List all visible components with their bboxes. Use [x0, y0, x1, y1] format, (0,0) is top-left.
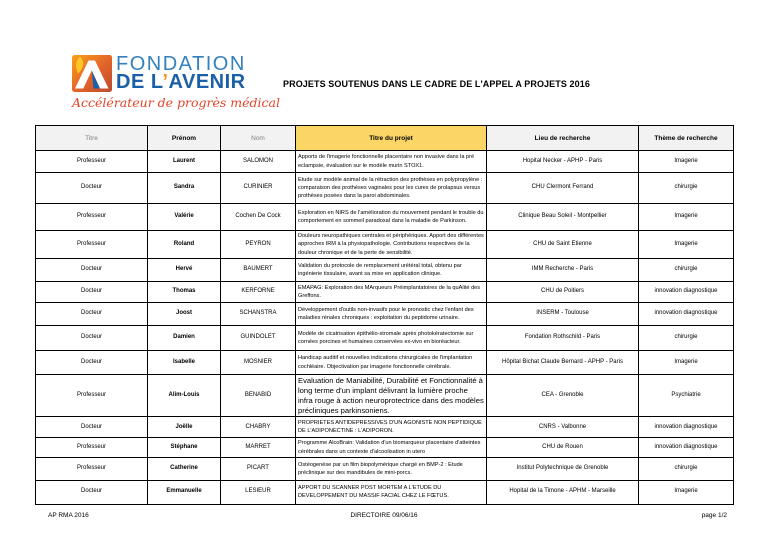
cell-nom: MOSNIER [221, 351, 296, 375]
cell-theme-de-recherche: Psychiatrie [639, 375, 734, 417]
cell-theme-de-recherche: chirurgie [639, 326, 734, 351]
cell-lieu-de-recherche: INSERM - Toulouse [487, 303, 639, 326]
cell-prenom: Joëlle [148, 417, 221, 438]
cell-titre: Professeur [36, 204, 148, 231]
cell-prenom: Joost [148, 303, 221, 326]
cell-titre: Docteur [36, 282, 148, 303]
cell-prenom: Alim-Louis [148, 375, 221, 417]
cell-nom: KERFORNE [221, 282, 296, 303]
table-row [36, 151, 734, 173]
cell-lieu-de-recherche: CEA - Grenoble [487, 375, 639, 417]
cell-nom: SCHANSTRA [221, 303, 296, 326]
cell-nom: Cochen De Cock [221, 204, 296, 231]
cell-titre-du-projet: Exploration en NIRS de l'amélioration du mouvement pendant le trouble du comportement en sommeil paradoxal dans la maladie de Parkinson. [296, 204, 487, 231]
table-row [36, 259, 734, 282]
projects-table [35, 125, 734, 505]
cell-lieu-de-recherche: Institut Polytechnique de Grenoble [487, 457, 639, 480]
cell-titre-du-projet: Etude sur modèle animal de la rétraction des prothèses en polypropylène : comparaison des prothèses vaginales pour les cures de prolapsus versus prothèses posées dans la paroi abdominales. [296, 173, 487, 204]
column-header-theme: Thème de recherche [639, 126, 734, 151]
cell-lieu-de-recherche: Hopital Necker - APHP - Paris [487, 151, 639, 173]
cell-prenom: Thomas [148, 282, 221, 303]
cell-titre: Professeur [36, 231, 148, 259]
cell-prenom: Stéphane [148, 438, 221, 457]
table-row [36, 204, 734, 231]
cell-theme-de-recherche: Imagerie [639, 231, 734, 259]
cell-titre-du-projet: APPORT DU SCANNER POST MORTEM A L'ETUDE DU DEVELOPPEMENT DU MASSIF FACIAL CHEZ LE FŒTUS. [296, 480, 487, 504]
table-body [36, 151, 734, 505]
document-title: PROJETS SOUTENUS DANS LE CADRE DE L'APPEL A PROJETS 2016 [283, 79, 590, 89]
cell-lieu-de-recherche: CHU Clermont Ferrand [487, 173, 639, 204]
cell-titre-du-projet: Ostéogenèse par un film biopolymérique chargé en BMP-2 : Etude préclinique sur des mandibules de mini-porcs. [296, 457, 487, 480]
cell-titre-du-projet: PROPRIETES ANTIDEPRESSIVES D'UN AGONISTE NON PEPTIDIQUE DE L'ADIPONECTINE : L'ADIPORON. [296, 417, 487, 438]
cell-titre: Professeur [36, 151, 148, 173]
cell-lieu-de-recherche: CHU de Saint Etienne [487, 231, 639, 259]
cell-titre: Docteur [36, 480, 148, 504]
column-header-prenom: Prénom [148, 126, 221, 151]
cell-nom: GUINDOLET [221, 326, 296, 351]
table-row [36, 457, 734, 480]
cell-titre-du-projet: Validation du protocole de remplacement urétéral total, obtenu par ingénierie tissulaire, avant sa mise en application clinique. [296, 259, 487, 282]
logo-apostrophe: ’ [162, 71, 169, 93]
logo [72, 55, 280, 110]
cell-titre-du-projet: Handicap auditif et nouvelles indications chirurgicales de l'implantation cochléaire. Objectivation par imagerie fonctionnelle cérébrale. [296, 351, 487, 375]
cell-theme-de-recherche: Imagerie [639, 480, 734, 504]
cell-theme-de-recherche: chirurgie [639, 259, 734, 282]
cell-titre-du-projet: EMAPAG: Exploration des MArqueurs Préimplantatoires de la quAlité des Greffons. [296, 282, 487, 303]
table-row [36, 417, 734, 438]
cell-theme-de-recherche: innovation diagnostique [639, 282, 734, 303]
cell-prenom: Emmanuelle [148, 480, 221, 504]
cell-titre: Docteur [36, 326, 148, 351]
cell-lieu-de-recherche: Clinique Beau Soleil - Montpellier [487, 204, 639, 231]
cell-titre: Docteur [36, 351, 148, 375]
cell-lieu-de-recherche: Fondation Rothschild - Paris [487, 326, 639, 351]
column-header-lieu: Lieu de recherche [487, 126, 639, 151]
cell-nom: BENABID [221, 375, 296, 417]
cell-nom: PICART [221, 457, 296, 480]
table-row [36, 173, 734, 204]
logo-name-line2-suffix: AVENIR [168, 71, 246, 93]
cell-lieu-de-recherche: CNRS - Valbonne [487, 417, 639, 438]
cell-prenom: Damien [148, 326, 221, 351]
cell-prenom: Roland [148, 231, 221, 259]
cell-nom: MARRET [221, 438, 296, 457]
cell-lieu-de-recherche: CHU de Rouen [487, 438, 639, 457]
fondation-avenir-logo-icon [72, 55, 112, 92]
cell-theme-de-recherche: innovation diagnostique [639, 438, 734, 457]
cell-nom: CHABRY [221, 417, 296, 438]
cell-titre: Professeur [36, 457, 148, 480]
cell-prenom: Hervé [148, 259, 221, 282]
logo-name-line2 [116, 73, 246, 92]
cell-theme-de-recherche: Imagerie [639, 151, 734, 173]
cell-titre-du-projet: Apports de l'imagerie fonctionnelle placentaire non invasive dans la pré eclampsie, évaluation sur le modèle murin STOX1. [296, 151, 487, 173]
logo-name-line1: FONDATION [116, 53, 246, 75]
cell-titre: Docteur [36, 417, 148, 438]
table-row [36, 438, 734, 457]
cell-lieu-de-recherche: IMM Recherche - Paris [487, 259, 639, 282]
footer-page-number: page 1/2 [701, 512, 727, 519]
cell-nom: LESIEUR [221, 480, 296, 504]
cell-lieu-de-recherche: CHU de Poitiers [487, 282, 639, 303]
table-row [36, 480, 734, 504]
logo-tagline: Accélérateur de progrès médical [72, 95, 281, 110]
cell-theme-de-recherche: Imagerie [639, 204, 734, 231]
cell-titre-du-projet: Programme AlcoBrain: Validation d'un biomarqueur placentaire d'atteintes cérébrales dans un contexte d'alcoolisation in utero [296, 438, 487, 457]
cell-titre-du-projet: Développement d'outils non-invasifs pour le pronostic chez l'enfant des maladies rénales chroniques : exploitation du peptidome urinaire. [296, 303, 487, 326]
table-header-row [36, 126, 734, 151]
cell-titre: Professeur [36, 375, 148, 417]
cell-titre-du-projet: Modèle de cicatrisation épithélio-stromale après photokératectomie sur cornées porcines et humaines conservées ex-vivo en bioréacteur. [296, 326, 487, 351]
cell-titre: Docteur [36, 303, 148, 326]
column-header-projet: Titre du projet [296, 126, 487, 151]
column-header-titre: Titre [36, 126, 148, 151]
cell-nom: CURINIER [221, 173, 296, 204]
cell-prenom: Isabelle [148, 351, 221, 375]
cell-prenom: Catherine [148, 457, 221, 480]
footer-directoire: DIRECTOIRE 09/06/16 [350, 512, 418, 519]
cell-theme-de-recherche: Imagerie [639, 351, 734, 375]
cell-theme-de-recherche: innovation diagnostique [639, 417, 734, 438]
cell-nom: BAUMERT [221, 259, 296, 282]
logo-name-line2-prefix: DE L [116, 71, 163, 93]
table-row [36, 351, 734, 375]
cell-titre: Docteur [36, 173, 148, 204]
cell-theme-de-recherche: innovation diagnostique [639, 303, 734, 326]
table-row [36, 326, 734, 351]
cell-titre: Docteur [36, 259, 148, 282]
cell-theme-de-recherche: chirurgie [639, 457, 734, 480]
table-row [36, 231, 734, 259]
cell-lieu-de-recherche: Hopital de la Timone - APHM - Marseille [487, 480, 639, 504]
cell-prenom: Laurent [148, 151, 221, 173]
cell-titre: Professeur [36, 438, 148, 457]
table-row [36, 303, 734, 326]
column-header-nom: Nom [221, 126, 296, 151]
cell-lieu-de-recherche: Hôpital Bichat Claude Bernard - APHP - Paris [487, 351, 639, 375]
cell-prenom: Valérie [148, 204, 221, 231]
footer-reference: AP RMA 2016 [48, 512, 89, 519]
cell-prenom: Sandra [148, 173, 221, 204]
cell-titre-du-projet: Douleurs neuropathiques centrales et périphériques. Apport des différentes approches IRM à la physiopathologie. Contributions respectives de la douleur chronique et de la perte de sensibilité. [296, 231, 487, 259]
table-row [36, 282, 734, 303]
cell-nom: SALOMON [221, 151, 296, 173]
table-row [36, 375, 734, 417]
cell-theme-de-recherche: chirurgie [639, 173, 734, 204]
cell-nom: PEYRON [221, 231, 296, 259]
cell-titre-du-projet: Evaluation de Maniabilité, Durabilité et Fonctionnalité à long terme d'un implant délivrant la lumière proche infra rouge à action neuroprotectrice dans des modèles précliniques parkinsoniens. [296, 375, 487, 417]
